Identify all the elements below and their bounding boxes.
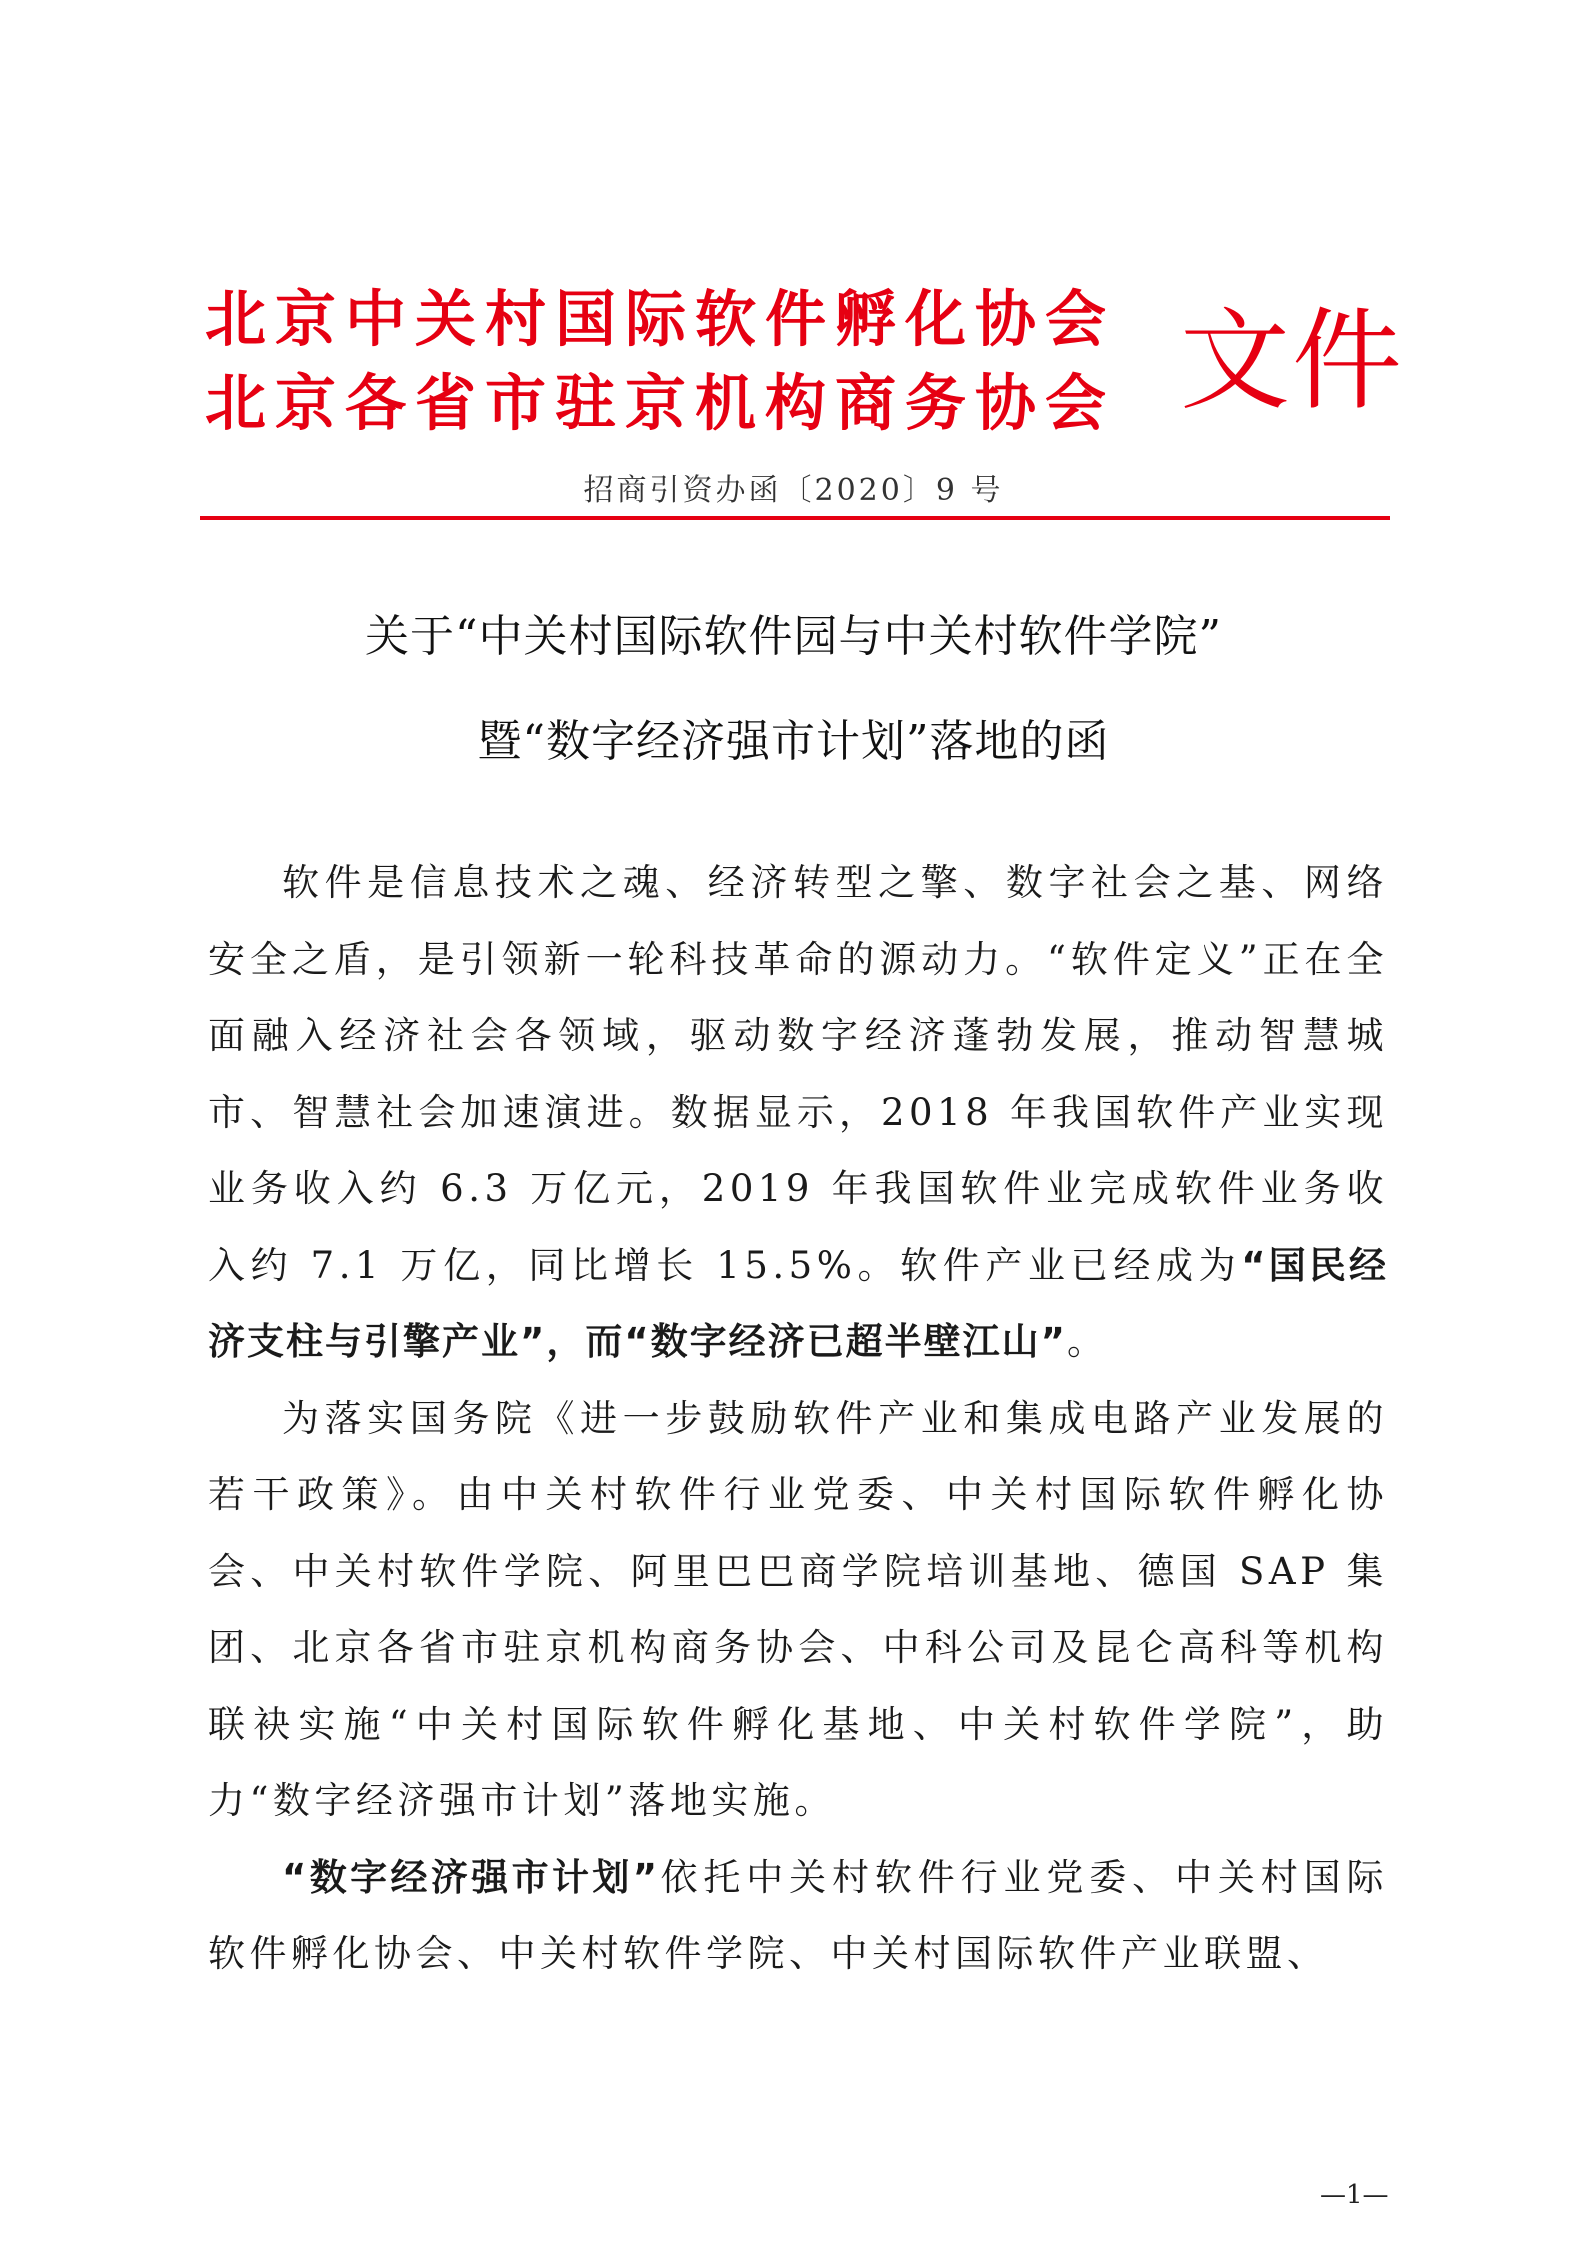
document-label: 文件 [1180,297,1404,425]
paragraph-2: 为落实国务院《进一步鼓励软件产业和集成电路产业发展的若干政策》。由中关村软件行业党委、中关村国际软件孵化协会、中关村软件学院、阿里巴巴商学院培训基地、德国 SAP 集团、北京各省市驻京机构商务协会、中科公司及昆仑高科等机构联袂实施“中关村国际软件孵化基地、中关村软件学院”，助力“数字经济强市计划”落地实施。 [208,1396,1388,1822]
document-body [208,845,1388,1993]
paragraph-1-emphasis: “国民经济支柱与引擎产业”，而“数字经济已超半壁江山” [208,1243,1388,1363]
document-title-line-1: 关于“中关村国际软件园与中关村软件学院” [365,611,1222,662]
paragraph-1-end: 。 [1066,1320,1109,1363]
document-number: 招商引资办函〔2020〕9 号 [583,473,1004,508]
paragraph-3-emphasis: “数字经济强市计划” [282,1855,660,1899]
page-number: —1— [1320,2180,1389,2210]
red-divider [200,516,1390,520]
paragraph-3 [208,1840,1388,1993]
issuing-org-2: 北京各省市驻京机构商务协会 [205,368,1116,439]
red-header [205,278,1404,448]
paragraph-3-text: 依托中关村软件行业党委、中关村国际软件孵化协会、中关村软件学院、中关村国际软件产业联盟、 [208,1855,1389,1975]
paragraph-1-text: 软件是信息技术之魂、经济转型之擎、数字社会之基、网络安全之盾，是引领新一轮科技革命的源动力。“软件定义”正在全面融入经济社会各领域，驱动数字经济蓬勃发展，推动智慧城市、智慧社会加速演进。数据显示，2018 年我国软件产业实现业务收入约 6.3 万亿元，2019 年我国软件业完成软件业务收入约 7.1 万亿，同比增长 15.5%。软件产业已经成为 [208,861,1388,1287]
issuing-organizations [205,278,1165,446]
document-title-line-2: 暨“数字经济强市计划”落地的函 [477,716,1110,767]
issuing-org-1: 北京中关村国际软件孵化协会 [205,284,1116,355]
paragraph-1 [208,845,1388,1381]
